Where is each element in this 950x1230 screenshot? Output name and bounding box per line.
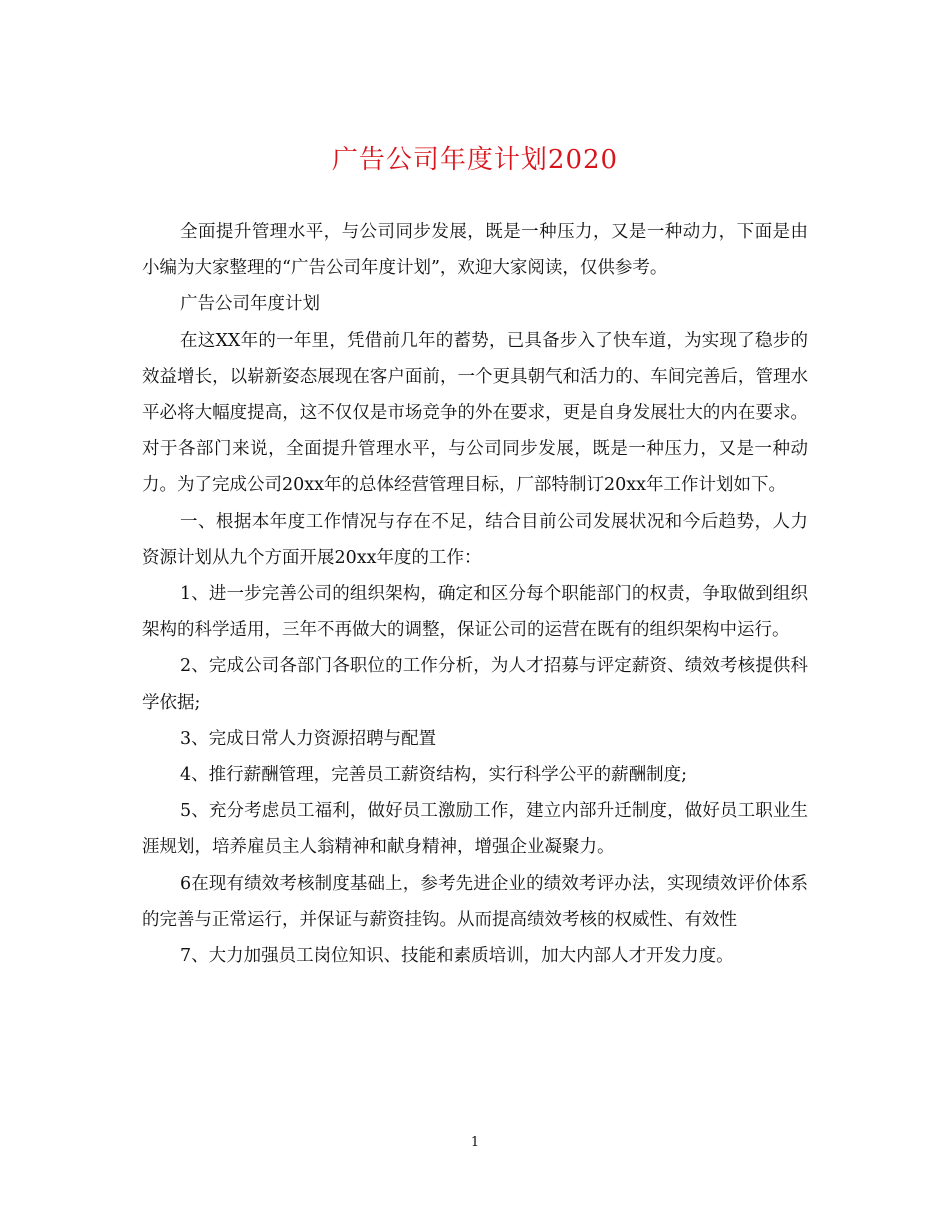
paragraph: 一、根据本年度工作情况与存在不足，结合目前公司发展状况和今后趋势，人力资源计划从九个方面开展20xx年度的工作： <box>142 511 808 568</box>
page-number: 1 <box>470 1135 480 1150</box>
paragraph: 在这XX年的一年里，凭借前几年的蓄势，已具备步入了快车道，为实现了稳步的效益增长，以崭新姿态展现在客户面前，一个更具朝气和活力的、车间完善后，管理水平必将大幅度提高，这不仅仅是市场竞争的外在要求，更是自身发展壮大的内在要求。对于各部门来说，全面提升管理水平，与公司同步发展，既是一种压力，又是一种动力。为了完成公司20xx年的总体经营管理目标，厂部特制订20xx年工作计划如下。 <box>142 330 808 496</box>
paragraph: 6在现有绩效考核制度基础上，参考先进企业的绩效考评办法，实现绩效评价体系的完善与正常运行，并保证与薪资挂钩。从而提高绩效考核的权威性、有效性 <box>142 873 808 930</box>
paragraph: 1、进一步完善公司的组织架构，确定和区分每个职能部门的权责，争取做到组织架构的科学适用，三年不再做大的调整，保证公司的运营在既有的组织架构中运行。 <box>142 584 808 641</box>
paragraph: 广告公司年度计划 <box>180 294 320 315</box>
paragraph: 4、推行薪酬管理，完善员工薪资结构，实行科学公平的薪酬制度; <box>180 765 688 786</box>
paragraph: 7、大力加强员工岗位知识、技能和素质培训，加大内部人才开发力度。 <box>180 946 734 967</box>
paragraph: 全面提升管理水平，与公司同步发展，既是一种压力，又是一种动力，下面是由小编为大家整理的“广告公司年度计划”，欢迎大家阅读，仅供参考。 <box>142 222 808 279</box>
paragraph: 5、充分考虑员工福利，做好员工激励工作，建立内部升迁制度，做好员工职业生涯规划，培养雇员主人翁精神和献身精神，增强企业凝聚力。 <box>142 801 808 858</box>
paragraph: 2、完成公司各部门各职位的工作分析，为人才招募与评定薪资、绩效考核提供科学依据; <box>142 656 808 713</box>
document-title: 广告公司年度计划2020 <box>331 145 619 175</box>
document-body <box>142 214 808 974</box>
paragraph: 3、完成日常人力资源招聘与配置 <box>180 728 437 749</box>
